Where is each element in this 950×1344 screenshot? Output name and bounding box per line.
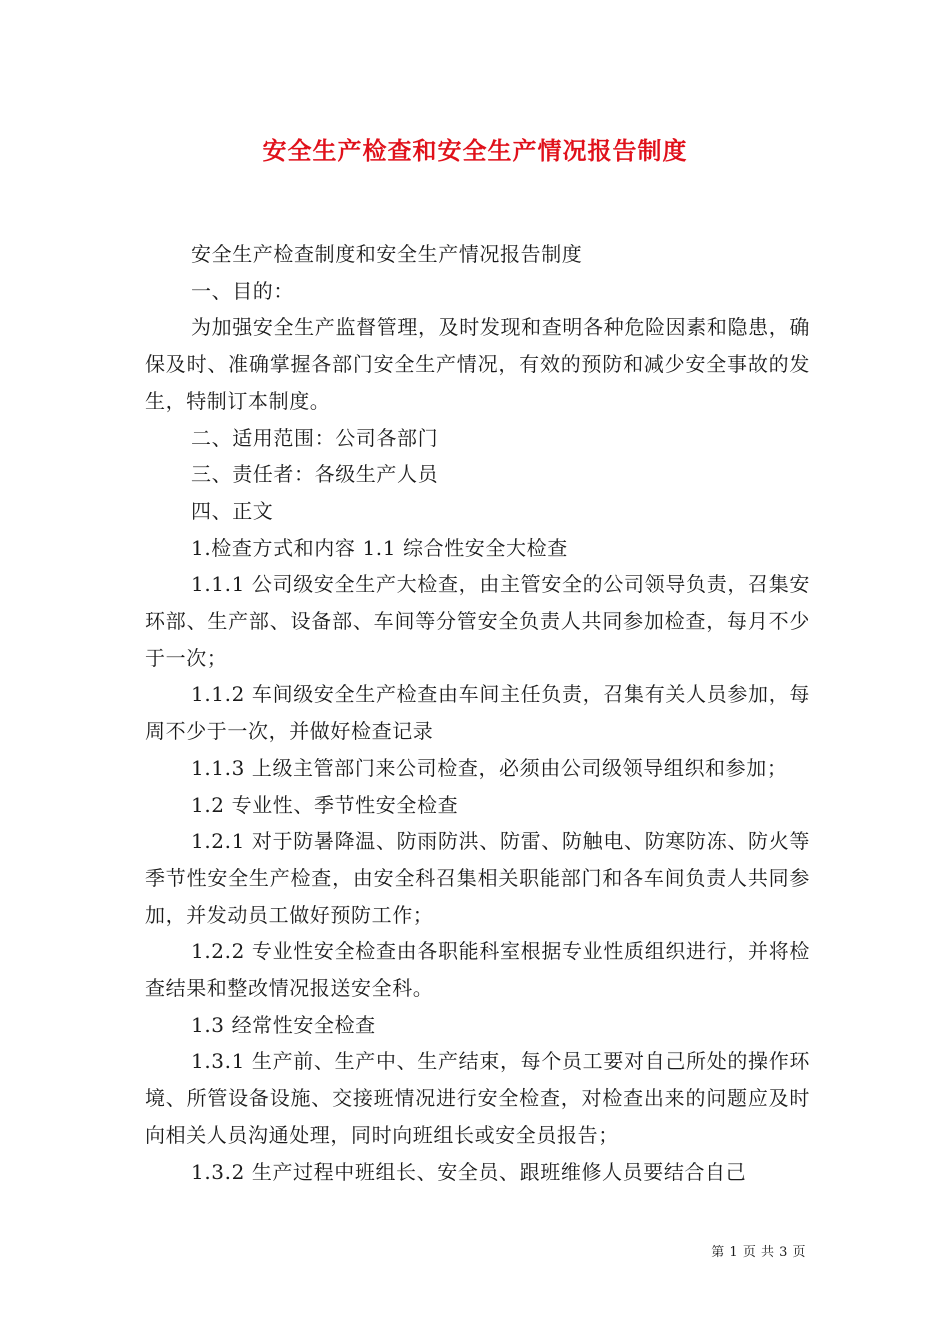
document-title: 安全生产检查和安全生产情况报告制度 [262, 136, 688, 165]
paragraph-1-1-2: 1.1.2 车间级安全生产检查由车间主任负责，召集有关人员参加，每周不少于一次，并做好检查记录 [145, 682, 810, 744]
paragraph-purpose: 为加强安全生产监督管理，及时发现和查明各种危险因素和隐患，确保及时、准确掌握各部门安全生产情况，有效的预防和减少安全事故的发生，特制订本制度。 [145, 315, 810, 413]
paragraph-responsible: 三、责任者：各级生产人员 [191, 462, 439, 487]
paragraph-section-1-3: 1.3 经常性安全检查 [191, 1012, 376, 1037]
page-number: 第 1 页 共 3 页 [711, 1245, 806, 1260]
paragraph-1-3-2: 1.3.2 生产过程中班组长、安全员、跟班维修人员要结合自己 [191, 1159, 747, 1184]
paragraph-1-1-3: 1.1.3 上级主管部门来公司检查，必须由公司级领导组织和参加； [191, 755, 788, 780]
paragraph-section-1-2: 1.2 专业性、季节性安全检查 [191, 792, 459, 817]
paragraph-1-3-1: 1.3.1 生产前、生产中、生产结束，每个员工要对自己所处的操作环境、所管设备设施、交接班情况进行安全检查，对检查出来的问题应及时向相关人员沟通处理，同时向班组长或安全员报告； [145, 1049, 810, 1147]
paragraph-main-heading: 四、正文 [191, 498, 274, 523]
paragraph-purpose-heading: 一、目的： [191, 278, 294, 303]
paragraph-1-2-2: 1.2.2 专业性安全检查由各职能科室根据专业性质组织进行，并将检查结果和整改情况报送安全科。 [145, 939, 810, 1001]
document-body [145, 236, 810, 1190]
paragraph-1-1-1: 1.1.1 公司级安全生产大检查，由主管安全的公司领导负责，召集安环部、生产部、设备部、车间等分管安全负责人共同参加检查，每月不少于一次； [145, 572, 810, 670]
paragraph-scope: 二、适用范围：公司各部门 [191, 425, 439, 450]
paragraph-1-2-1: 1.2.1 对于防暑降温、防雨防洪、防雷、防触电、防寒防冻、防火等季节性安全生产检查，由安全科召集相关职能部门和各车间负责人共同参加，并发动员工做好预防工作； [145, 829, 810, 927]
paragraph-section-1: 1.检查方式和内容 1.1 综合性安全大检查 [191, 535, 568, 560]
paragraph-heading: 安全生产检查制度和安全生产情况报告制度 [191, 242, 583, 266]
